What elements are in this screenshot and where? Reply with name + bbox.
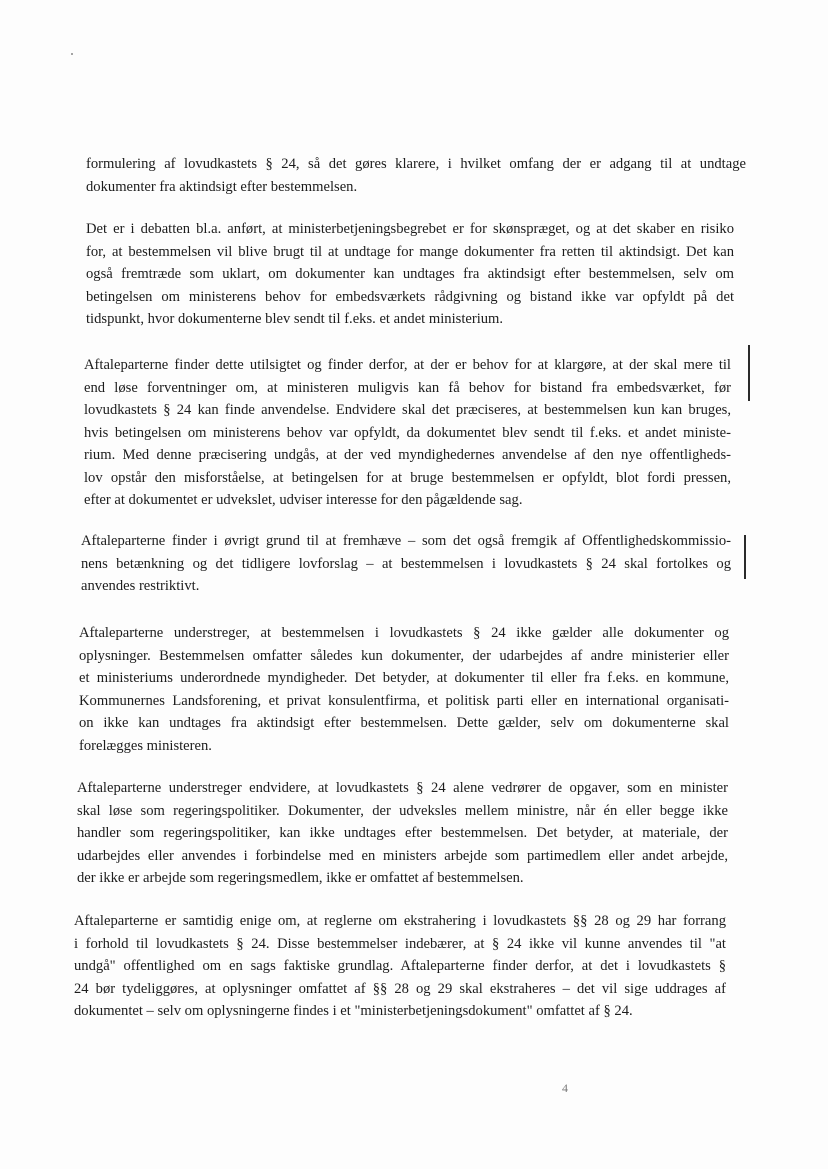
text-line: for, at bestemmelsen vil blive brugt til at undtage for mange dokumenter fra retten til aktindsigt. Det kan xyxy=(86,243,734,260)
text-line: end løse forventninger om, at ministeren muligvis kan få behov for bistand fra embedsværket, før xyxy=(84,379,731,396)
text-line: Aftaleparterne finder i øvrigt grund til at fremhæve – som det også fremgik af Offentlighedskommissio- xyxy=(81,533,731,549)
text-line: Det er i debatten bl.a. anført, at ministerbetjeningsbegrebet er for skønspræget, og at det skaber en risiko xyxy=(86,221,734,237)
text-line: efter at dokumentet er udvekslet, udviser interesse for den pågældende sag. xyxy=(84,492,523,508)
text-line: dokumenter fra aktindsigt efter bestemmelsen. xyxy=(86,178,358,195)
text-line: Aftaleparterne understreger endvidere, at lovudkastets § 24 alene vedrører de opgaver, som en minister xyxy=(77,780,728,796)
paragraph xyxy=(77,777,728,890)
text-line: formulering af lovudkastets § 24, så det gøres klarere, i hvilket omfang der er adgang til at undtage xyxy=(86,156,746,172)
text-line: 24 bør tydeliggøres, at oplysninger omfattet af §§ 28 og 29 skal ekstraheres – det vil sige uddrages af xyxy=(74,980,726,997)
text-line: forelægges ministeren. xyxy=(79,737,212,754)
text-line: Kommunernes Landsforening, et privat konsulentfirma, et politisk parti eller en international organisati- xyxy=(79,692,729,709)
text-line: dokumentet – selv om oplysningerne findes i et "ministerbetjeningsdokument" omfattet af § 24. xyxy=(74,1003,633,1019)
text-line: hvis betingelsen om ministerens behov var opfyldt, da dokumentet blev sendt til f.eks. et andet ministe- xyxy=(84,424,731,441)
text-line: rium. Med denne præcisering undgås, at der ved myndighedernes anvendelse af den nye offentligheds- xyxy=(84,447,731,463)
text-line: skal løse som regeringspolitiker. Dokumenter, der udveksles mellem ministre, når én eller begge ikke xyxy=(77,802,728,819)
margin-bar xyxy=(744,535,746,579)
text-line: anvendes restriktivt. xyxy=(81,578,200,594)
paragraph xyxy=(79,622,729,757)
text-line: et ministeriums underordnede myndigheder. Det betyder, at dokumenter til eller fra f.eks. en kommune, xyxy=(79,670,729,686)
text-line: tidspunkt, hvor dokumenterne blev sendt til f.eks. et andet ministerium. xyxy=(86,311,504,327)
margin-bar xyxy=(748,345,750,401)
text-line: oplysninger. Bestemmelsen omfatter således kun dokumenter, der udarbejdes af andre ministerier eller xyxy=(79,647,729,664)
paragraph xyxy=(74,910,726,1023)
text-line: handler som regeringspolitiker, kan ikke undtages efter bestemmelsen. Det betyder, at materiale, der xyxy=(77,825,728,841)
paragraph xyxy=(86,218,734,331)
text-line: lov opstår den misforståelse, at betingelsen for at bruge bestemmelsen er opfyldt, blot fordi pressen, xyxy=(84,469,731,486)
text-line: betingelsen om ministerens behov for embedsværkets rådgivning og bistand ikke var opfyldt på det xyxy=(86,288,734,305)
paragraph xyxy=(86,153,746,198)
text-line: on ikke kan undtages fra aktindsigt efter bestemmelsen. Dette gælder, selv om dokumenterne skal xyxy=(79,715,729,731)
text-line: også fremtræde som uklart, om dokumenter kan undtages fra aktindsigt efter bestemmelsen, selv om xyxy=(86,266,734,282)
text-line: der ikke er arbejde som regeringsmedlem, ikke er omfattet af bestemmelsen. xyxy=(77,870,524,886)
text-line: udarbejdes eller anvendes i forbindelse med en ministers arbejde som partimedlem eller andet arbejde, xyxy=(77,847,728,864)
text-line: Aftaleparterne finder dette utilsigtet og finder derfor, at der er behov for at klargøre, at der skal mere til xyxy=(84,357,731,373)
paragraph xyxy=(81,530,731,598)
page-number: 4 xyxy=(562,1081,568,1095)
paragraph xyxy=(84,354,731,512)
text-line: Aftaleparterne understreger, at bestemmelsen i lovudkastets § 24 ikke gælder alle dokumenter og xyxy=(79,625,729,641)
text-line: undgå" offentlighed om en sags faktiske grundlag. Aftaleparterne finder derfor, at det i lovudkastets § xyxy=(74,958,726,974)
text-line: Aftaleparterne er samtidig enige om, at reglerne om ekstrahering i lovudkastets §§ 28 og 29 har forrang xyxy=(74,913,726,929)
text-line: i forhold til lovudkastets § 24. Disse bestemmelser indebærer, at § 24 ikke vil kunne anvendes til "at xyxy=(74,935,726,952)
scan-speck xyxy=(71,53,73,55)
text-line: lovudkastets § 24 kan finde anvendelse. Endvidere skal det præciseres, at bestemmelsen kun kan bruges, xyxy=(84,402,731,418)
text-line: nens betænkning og det tidligere lovforslag – at bestemmelsen i lovudkastets § 24 skal fortolkes og xyxy=(81,555,731,572)
